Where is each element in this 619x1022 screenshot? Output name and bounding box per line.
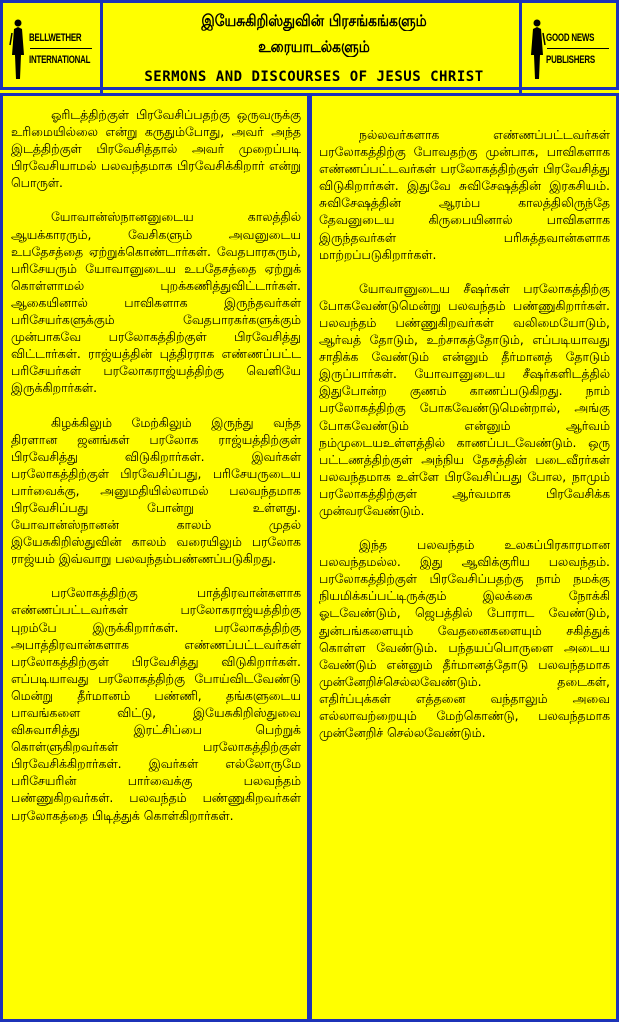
left-paragraph-4: பரலோகத்திற்கு பாத்திரவான்களாக எண்ணப்பட்டவர்கள் பரலோகராஜ்யத்திற்கு புறம்பே இருக்கிறார்கள். பரலோகத்திற்கு அபாத்திரவான்களாக எண்ணப்பட்டவர்கள் பரலோகத்திற்குள் பிரவேசித்து விடுகிறார்கள். எப்படியாவது பரலோகத்திற்கு போய்விடவேண்டு மென்று தீர்மானம் பண்ணி, தங்களுடைய பாவங்களை விட்டு, இயேசுகிறிஸ்துவை விசுவாசித்து இரட்சிப்பை பெற்றுக் கொள்ளுகிறவர்கள் பரலோகத்திற்குள் பிரவேசிக்கிறார்கள். இவர்கள் எல்லோருமே பரிசேயரின் பார்வைக்கு பலவந்தம் பண்ணுகிறவர்கள். பலவந்தம் பண்ணுகிறவர்கள் பரலோகத்தை பிடித்துக் கொள்கிறார்கள். [11, 585, 301, 823]
left-paragraph-2: யோவான்ஸ்நானனுடைய காலத்தில் ஆயக்காரரும், வேசிகளும் அவனுடைய உபதேசத்தை ஏற்றுக்கொண்டார்கள். வேதபாரகரும், பரிசேயரும் யோவானுடைய உபதேசத்தை ஏற்றுக் கொள்ளாமல் புறக்கணித்துவிட்டார்கள். ஆகையினால் பாவிகளாக இருந்தவர்கள் பரிசேயர்களுக்கும் வேதபாரகர்களுக்கும் முன்பாகவே பரலோகத்திற்குள் பிரவேசித்து விட்டார்கள். ராஜ்யத்தின் புத்திரராக எண்ணப்பட்ட பரிசேயர்கள் பரலோகராஜ்யத்திற்கு வெளியே இருக்கிறார்கள். [11, 209, 301, 396]
title-english: SERMONS AND DISCOURSES OF JESUS CHRIST [144, 69, 484, 85]
header-banner [0, 0, 619, 90]
bellwether-logo [3, 3, 103, 93]
left-paragraph-1: ஓரிடத்திற்குள் பிரவேசிப்பதற்கு ஒருவருக்கு உரிமையில்லை என்று கருதும்போது, அவர் அந்த இடத்திற்குள் பிரவேசித்தால் அவர் முறைப்படி பிரவேசியாமல் பலவந்தமாக பிரவேசிக்கிறார் என்று பொருள். [11, 107, 301, 191]
left-paragraph-3: கிழக்கிலும் மேற்கிலும் இருந்து வந்த திரளான ஜனங்கள் பரலோக ராஜ்யத்திற்குள் பிரவேசித்து விடுகிறார்கள். இவர்கள் பரலோகத்திற்குள் பிரவேசிப்பது, பரிசேயருடைய பார்வைக்கு, அனுமதியில்லாமல் பலவந்தமாக பிரவேசிப்பது போன்று உள்ளது. யோவான்ஸ்நானன் காலம் முதல் இயேசுகிறிஸ்துவின் காலம் வரையிலும் பரலோக ராஜ்யம் இவ்வாறு பலவந்தம்பண்ணப்படுகிறது. [11, 414, 301, 567]
right-paragraph-1: நல்லவர்களாக எண்ணப்பட்டவர்கள் பரலோகத்திற்கு போவதற்கு முன்பாக, பாவிகளாக எண்ணப்பட்டவர்கள் பரலோகத்திற்குள் பிரவேசித்து விடுகிறார்கள். இதுவே சுவிசேஷத்தின் இரகசியம். சுவிசேஷத்தின் ஆரம்ப காலத்திலிருந்தே தேவனுடைய கிருபையினால் பாவிகளாக இருந்தவர்கள் பரிசுத்தவான்களாக மாற்றப்படுகிறார்கள். [319, 127, 610, 262]
good-news-figure-icon [528, 15, 546, 81]
left-logo-line1: BELLWETHER [29, 32, 82, 44]
title-tamil-line2: உரையாடல்களும் [258, 37, 370, 56]
good-news-logo [519, 3, 616, 93]
right-logo-line2: PUBLISHERS [546, 54, 595, 66]
title-block [103, 3, 525, 93]
left-column-text [11, 106, 301, 841]
left-logo-text [29, 27, 91, 71]
right-logo-line1: GOOD NEWS [546, 32, 595, 44]
left-logo-line2: INTERNATIONAL [29, 54, 91, 66]
left-column [0, 93, 310, 1022]
right-logo-divider [547, 48, 609, 49]
right-paragraph-2: யோவானுடைய சீஷர்கள் பரலோகத்திற்கு போகவேண்டுமென்று பலவந்தம் பண்ணுகிறார்கள். பலவந்தம் பண்ணுகிறவர்கள் வலிமையோடும், ஆர்வத் தோடும், உற்சாகத்தோடும், எப்படியாவது சாதிக்க வேண்டும் என்னும் தீர்மானத் தோடும் இருப்பார்கள். யோவானுடைய சீஷர்களிடத்தில் இதுபோன்ற குணம் காணப்படுகிறது. நாம் பரலோகத்திற்கு போகவேண்டுமென்றால், அங்கு போகவேண்டும் என்னும் ஆர்வம் நம்முடையஉள்ளத்தில் காணப்படவேண்டும். ஒரு பட்டணத்திற்குள் அந்நிய தேசத்தின் படைவீரர்கள் பலவந்தமாக உள்ளே பிரவேசிப்பது போல, நாமும் பரலோகத்திற்குள் ஆர்வமாக பிரவேசிக்க முன்வரவேண்டும். [319, 280, 610, 518]
right-logo-text [546, 27, 596, 71]
right-paragraph-3: இந்த பலவந்தம் உலகப்பிரகாரமான பலவந்தமல்ல. இது ஆவிக்குரிய பலவந்தம். பரலோகத்திற்குள் பிரவேசிப்பதற்கு நாம் நமக்கு நியமிக்கப்பட்டிருக்கும் இலக்கை நோக்கி ஓடவேண்டும், ஜெபத்தில் போராட வேண்டும், துன்பங்களையும் வேதனைகளையும் சகித்துக் கொள்ள வேண்டும். பந்தயப்பொருளை அடைய வேண்டும் என்னும் தீர்மானத்தோடு பலவந்தமாக முன்னேறிச்செல்லவேண்டும். தடைகள், எதிர்ப்புக்கள் எத்தனை வந்தாலும் அவை எல்லாவற்றையும் மேற்கொண்டு, பலவந்தமாக முன்னேறிச் செல்லவேண்டும். [319, 537, 610, 741]
title-tamil-line1: இயேசுகிறிஸ்துவின் பிரசங்கங்களும் [201, 11, 427, 30]
right-column-text [319, 126, 610, 758]
bellwether-figure-icon [9, 15, 27, 81]
right-column [309, 93, 619, 1022]
left-logo-divider [30, 48, 92, 49]
